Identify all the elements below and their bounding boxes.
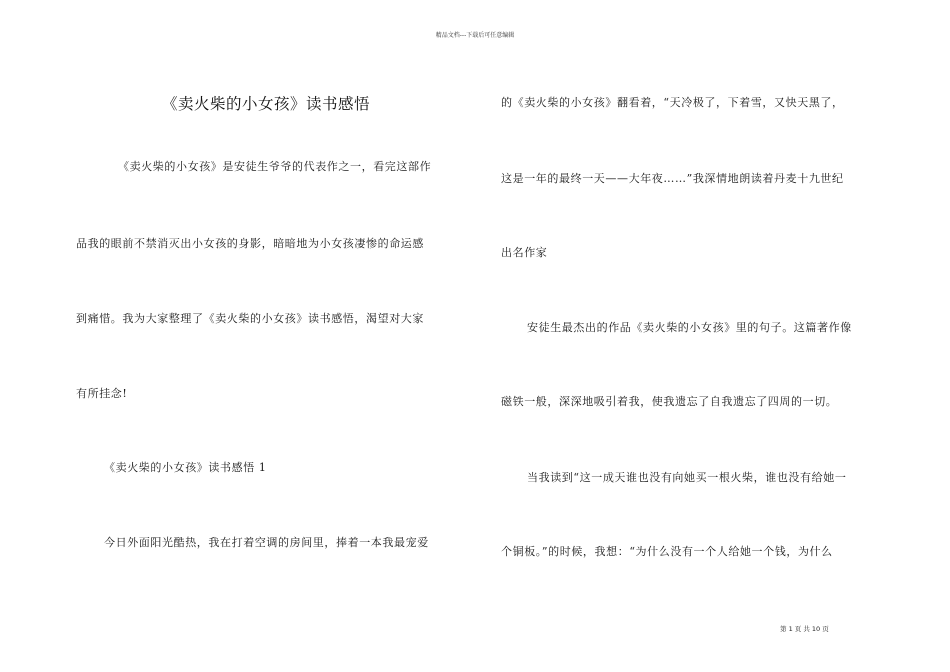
page-header: 精品文档---下载后可任意编辑 [435,32,515,39]
left-line-2: 品我的眼前不禁消灭出小女孩的身影，暗暗地为小女孩凄惨的命运感 [76,237,424,250]
left-line-3: 到痛惜。我为大家整理了《卖火柴的小女孩》读书感悟，渴望对大家 [76,312,424,325]
right-line-7: 个铜板。”的时候，我想：“为什么没有一个人给她一个钱，为什么 [501,545,833,558]
right-line-1: 的《卖火柴的小女孩》翻看着，“天冷极了，下着雪，又快天黑了， [501,96,844,109]
document-title: 《卖火柴的小女孩》读书感悟 [161,95,370,113]
left-line-4: 有所挂念! [76,387,128,400]
left-line-6: 今日外面阳光酷热，我在打着空调的房间里，捧着一本我最宠爱 [104,536,429,549]
right-line-6: 当我读到“这一成天谁也没有向她买一根火柴，谁也没有给她一 [527,471,847,484]
right-line-2: 这是一年的最终一天——大年夜……”我深情地朗读着丹麦十九世纪 [501,172,844,185]
right-line-5: 磁铁一般，深深地吸引着我，使我遗忘了自我遗忘了四周的一切。 [501,395,838,408]
left-line-1: 《卖火柴的小女孩》是安徒生爷爷的代表作之一，看完这部作 [118,160,432,173]
right-line-4: 安徒生最杰出的作品《卖火柴的小女孩》里的句子。这篇著作像 [527,321,852,334]
page-footer: 第 1 页 共 10 页 [780,625,829,633]
left-subheading: 《卖火柴的小女孩》读书感悟 1 [104,461,267,474]
right-line-3: 出名作家 [501,246,548,259]
